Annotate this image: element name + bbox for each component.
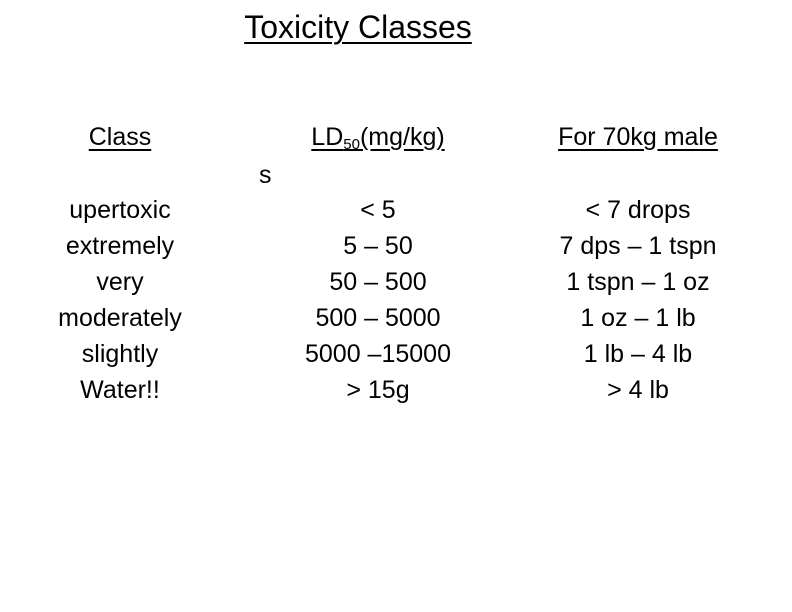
class-column [10, 120, 230, 408]
class-column-rows [10, 192, 230, 408]
class-row: Water!! [80, 376, 160, 404]
class-row: very [96, 268, 144, 296]
ld50-header-main: LD [311, 123, 344, 151]
class-row: upertoxic [69, 196, 171, 224]
male-dose-row: 7 dps – 1 tspn [559, 232, 717, 260]
ld50-row: > 15g [346, 376, 410, 404]
male-dose-column [524, 120, 752, 408]
ld50-header-subscript: 50 [343, 136, 360, 153]
class-column-header: Class [88, 123, 152, 151]
class-row: slightly [81, 340, 159, 368]
ld50-column-rows [266, 192, 490, 408]
male-dose-row: 1 lb – 4 lb [583, 340, 693, 368]
ld50-column-header [266, 120, 490, 154]
slide-title: Toxicity Classes [244, 9, 472, 45]
ld50-column [266, 120, 490, 408]
male-dose-row: 1 oz – 1 lb [580, 304, 696, 332]
ld50-row: 5000 –15000 [305, 340, 451, 368]
male-dose-row: < 7 drops [585, 196, 691, 224]
male-dose-row: > 4 lb [607, 376, 669, 404]
ld50-row: < 5 [360, 196, 396, 224]
male-dose-column-rows [524, 192, 752, 408]
male-dose-column-header: For 70kg male [558, 123, 718, 151]
class-row: extremely [65, 232, 175, 260]
male-dose-row: 1 tspn – 1 oz [566, 268, 710, 296]
ld50-row: 5 – 50 [343, 232, 413, 260]
ld50-row: 50 – 500 [329, 268, 427, 296]
ld50-row: 500 – 5000 [315, 304, 441, 332]
ld50-header-unit: (mg/kg) [359, 123, 445, 151]
class-row: moderately [58, 304, 182, 332]
stray-letter: s [259, 161, 272, 189]
